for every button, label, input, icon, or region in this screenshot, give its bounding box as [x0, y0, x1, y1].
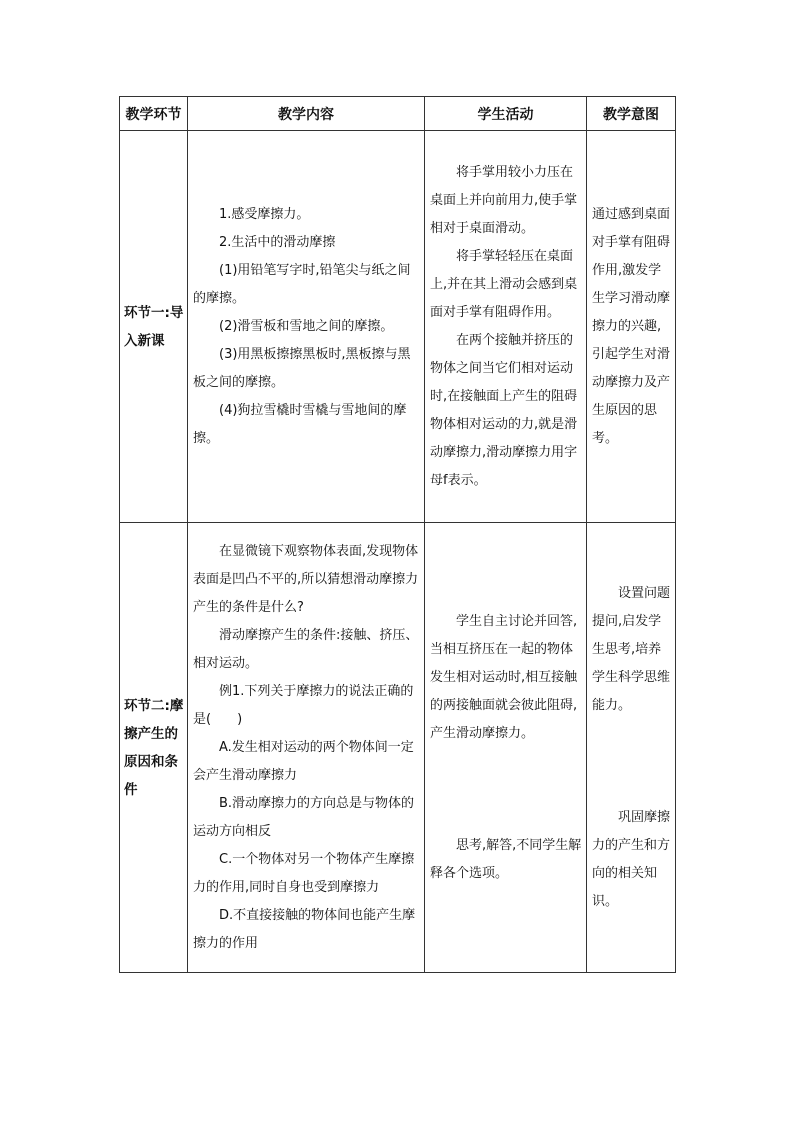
content-line: A.发生相对运动的两个物体间一定会产生滑动摩擦力 — [193, 739, 414, 783]
header-content: 教学内容 — [188, 97, 425, 131]
activity-line: 思考,解答,不同学生解释各个选项。 — [430, 837, 582, 881]
table-header-row — [120, 97, 676, 131]
content-line: D.不直接接触的物体间也能产生摩擦力的作用 — [193, 907, 416, 951]
table-row — [120, 131, 676, 523]
intent-line: 设置问题提问,启发学生思考,培养学生科学思维能力。 — [592, 585, 671, 713]
content-line: 例1.下列关于摩擦力的说法正确的是( ) — [193, 683, 414, 727]
content-cell — [188, 131, 425, 523]
content-line: C.一个物体对另一个物体产生摩擦力的作用,同时自身也受到摩擦力 — [193, 851, 415, 895]
content-line: (4)狗拉雪橇时雪橇与雪地间的摩擦。 — [193, 402, 407, 446]
activity-line: 将手掌用较小力压在桌面上并向前用力,使手掌相对于桌面滑动。 — [430, 164, 578, 236]
activity-line: 在两个接触并挤压的物体之间当它们相对运动时,在接触面上产生的阻碍物体相对运动的力,就是滑动摩擦力,滑动摩擦力用字母f表示。 — [430, 332, 578, 488]
activity-line: 学生自主讨论并回答,当相互挤压在一起的物体发生相对运动时,相互接触的两接触面就会彼此阻碍,产生滑动摩擦力。 — [430, 613, 578, 741]
intent-line: 通过感到桌面对手掌有阻碍作用,激发学生学习滑动摩擦力的兴趣,引起学生对滑动摩擦力及产生原因的思考。 — [592, 206, 671, 446]
content-line: B.滑动摩擦力的方向总是与物体的运动方向相反 — [193, 795, 415, 839]
header-intent: 教学意图 — [587, 97, 676, 131]
table-row — [120, 523, 676, 973]
activity-cell — [425, 523, 587, 973]
intent-line: 巩固摩擦力的产生和方向的相关知识。 — [592, 809, 671, 909]
lesson-plan-table — [119, 96, 676, 973]
content-line: 在显微镜下观察物体表面,发现物体表面是凹凸不平的,所以猜想滑动摩擦力产生的条件是什么? — [193, 543, 419, 615]
intent-cell — [587, 131, 676, 523]
content-line: 滑动摩擦产生的条件:接触、挤压、相对运动。 — [193, 627, 419, 671]
intent-cell — [587, 523, 676, 973]
content-line: (3)用黑板擦擦黑板时,黑板擦与黑板之间的摩擦。 — [193, 346, 411, 390]
content-line: (2)滑雪板和雪地之间的摩擦。 — [219, 318, 394, 334]
header-activity: 学生活动 — [425, 97, 587, 131]
section-label: 环节二:摩擦产生的原因和条件 — [120, 523, 188, 973]
section-label: 环节一:导入新课 — [120, 131, 188, 523]
header-stage: 教学环节 — [120, 97, 188, 131]
content-cell — [188, 523, 425, 973]
activity-line: 将手掌轻轻压在桌面上,并在其上滑动会感到桌面对手掌有阻碍作用。 — [430, 248, 578, 320]
content-line: 1.感受摩擦力。 — [219, 206, 310, 222]
content-line: (1)用铅笔写字时,铅笔尖与纸之间的摩擦。 — [193, 262, 411, 306]
activity-cell — [425, 131, 587, 523]
content-line: 2.生活中的滑动摩擦 — [219, 234, 336, 250]
